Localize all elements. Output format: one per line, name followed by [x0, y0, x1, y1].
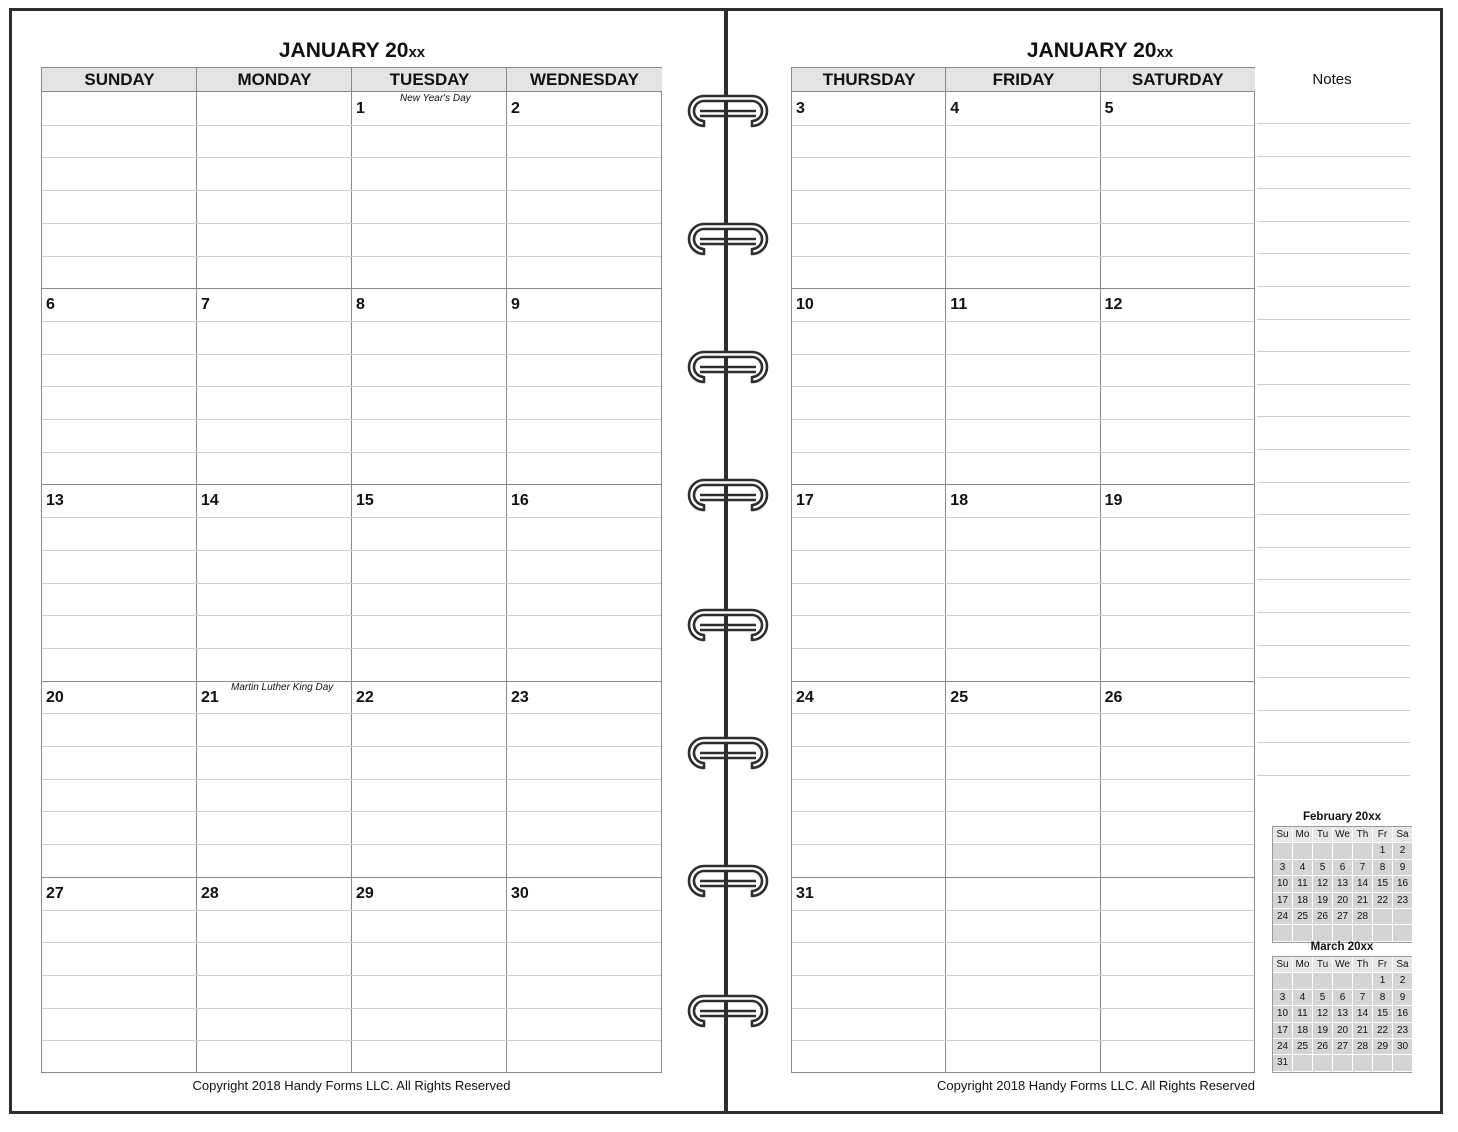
day-cell[interactable]: [792, 92, 946, 288]
notes-line: [1257, 579, 1410, 580]
mini-day-cell: 10: [1273, 876, 1293, 892]
mini-day-cell: 20: [1333, 893, 1353, 909]
day-number: 29: [356, 884, 374, 902]
notes-line: [1257, 710, 1410, 711]
day-number: 7: [201, 296, 210, 314]
day-number: 9: [511, 296, 520, 314]
mini-day-cell: [1373, 925, 1393, 941]
day-number: 2: [511, 100, 520, 117]
binder-ring: [682, 476, 774, 514]
day-cell[interactable]: [42, 681, 197, 877]
notes-line: [1257, 123, 1410, 124]
day-cell[interactable]: [946, 484, 1100, 680]
notes-line: [1257, 645, 1410, 646]
notes-line: [1257, 351, 1410, 352]
day-number: 21: [201, 688, 219, 706]
mini-day-cell: 15: [1373, 876, 1393, 892]
mini-day-cell: 28: [1353, 1039, 1373, 1055]
binder-ring: [682, 734, 774, 772]
binder-ring: [682, 348, 774, 386]
day-cell[interactable]: [792, 484, 946, 680]
mini-weekday-header: Su: [1273, 957, 1293, 973]
mini-weekday-header: Tu: [1313, 827, 1333, 843]
mini-day-cell: [1373, 909, 1393, 925]
day-number: 14: [201, 492, 219, 510]
notes-line: [1257, 775, 1410, 776]
mini-day-cell: 16: [1393, 876, 1413, 892]
day-cell[interactable]: [197, 484, 352, 680]
mini-day-cell: 2: [1393, 843, 1413, 859]
mini-day-cell: 29: [1373, 1039, 1393, 1055]
day-cell[interactable]: [197, 288, 352, 484]
day-cell[interactable]: [946, 681, 1100, 877]
mini-day-cell: 24: [1273, 909, 1293, 925]
copyright-text: Copyright 2018 Handy Forms LLC. All Rights Reserved: [937, 1078, 1255, 1093]
day-cell[interactable]: [1101, 288, 1255, 484]
day-cell[interactable]: [946, 877, 1100, 1073]
day-cell[interactable]: [792, 681, 946, 877]
mini-day-cell: [1333, 843, 1353, 859]
holiday-label: New Year's Day: [400, 93, 471, 104]
day-number: 11: [950, 296, 968, 314]
day-cell[interactable]: [792, 877, 946, 1073]
left-calendar-grid: [41, 67, 662, 1073]
mini-day-cell: [1333, 925, 1353, 941]
mini-day-cell: 17: [1273, 893, 1293, 909]
mini-weekday-header: Th: [1353, 957, 1373, 973]
day-number: 22: [356, 688, 374, 706]
mini-weekday-header: We: [1333, 827, 1353, 843]
day-number: 8: [356, 296, 365, 314]
mini-day-cell: 18: [1293, 893, 1313, 909]
mini-day-cell: 18: [1293, 1023, 1313, 1039]
mini-day-cell: [1333, 973, 1353, 989]
day-number: 24: [796, 688, 814, 706]
day-number: 25: [950, 688, 969, 706]
mini-day-cell: 19: [1313, 893, 1333, 909]
mini-day-cell: 7: [1353, 860, 1373, 876]
day-number: 30: [511, 884, 529, 902]
mini-day-cell: 13: [1333, 1006, 1353, 1022]
day-cell[interactable]: [352, 92, 507, 288]
mini-day-cell: 2: [1393, 973, 1413, 989]
mini-day-cell: [1273, 973, 1293, 989]
mini-day-cell: 5: [1313, 860, 1333, 876]
mini-day-cell: [1373, 1055, 1393, 1071]
mini-day-cell: 24: [1273, 1039, 1293, 1055]
title-month: JANUARY 20: [278, 39, 409, 62]
day-cell[interactable]: [352, 288, 507, 484]
mini-day-cell: 26: [1313, 909, 1333, 925]
mini-day-cell: [1353, 843, 1373, 859]
mini-day-cell: [1313, 843, 1333, 859]
notes-label: Notes: [1312, 71, 1352, 88]
mini-day-cell: 19: [1313, 1023, 1333, 1039]
day-cell[interactable]: [1101, 681, 1255, 877]
mini-day-cell: 14: [1353, 1006, 1373, 1022]
weekday-header-friday: FRIDAY: [946, 68, 1100, 92]
mini-day-cell: 13: [1333, 876, 1353, 892]
mini-day-cell: [1293, 925, 1313, 941]
mini-day-cell: 7: [1353, 990, 1373, 1006]
notes-line: [1257, 482, 1410, 483]
notes-line: [1257, 416, 1410, 417]
day-number: 13: [46, 492, 64, 510]
notes-line: [1257, 253, 1410, 254]
mini-day-cell: [1353, 973, 1373, 989]
notes-line: [1257, 612, 1410, 613]
mini-day-cell: [1393, 925, 1413, 941]
mini-weekday-header: Sa: [1393, 957, 1413, 973]
mini-day-cell: 10: [1273, 1006, 1293, 1022]
mini-day-cell: 4: [1293, 990, 1313, 1006]
weekday-header-monday: MONDAY: [197, 68, 352, 92]
mini-day-cell: 31: [1273, 1055, 1293, 1071]
day-cell[interactable]: [352, 877, 507, 1073]
day-cell[interactable]: [352, 484, 507, 680]
mini-day-cell: 15: [1373, 1006, 1393, 1022]
mini-day-cell: 27: [1333, 1039, 1353, 1055]
title-year: xx: [408, 44, 426, 61]
mini-day-cell: 22: [1373, 1023, 1393, 1039]
mini-day-cell: 1: [1373, 843, 1393, 859]
day-number: 31: [796, 884, 814, 902]
day-number: 27: [46, 884, 64, 902]
day-number: 20: [46, 688, 64, 706]
day-cell[interactable]: [197, 877, 352, 1073]
day-cell[interactable]: [197, 681, 352, 877]
day-cell[interactable]: [352, 681, 507, 877]
binder-ring: [682, 862, 774, 900]
mini-day-cell: [1313, 1055, 1333, 1071]
binder-ring: [682, 220, 774, 258]
day-number: 6: [46, 296, 55, 314]
weekday-header-wednesday: WEDNESDAY: [507, 68, 662, 92]
mini-day-cell: [1313, 973, 1333, 989]
day-number: 12: [1104, 296, 1123, 314]
day-number: 10: [796, 296, 814, 314]
mini-calendar-grid: [1272, 826, 1412, 943]
mini-day-cell: 25: [1293, 909, 1313, 925]
mini-day-cell: [1353, 925, 1373, 941]
mini-day-cell: 11: [1293, 876, 1313, 892]
mini-day-cell: 9: [1393, 860, 1413, 876]
mini-weekday-header: Tu: [1313, 957, 1333, 973]
mini-day-cell: 8: [1373, 990, 1393, 1006]
day-cell[interactable]: [42, 877, 197, 1073]
day-number: 19: [1104, 492, 1123, 510]
mini-day-cell: 21: [1353, 1023, 1373, 1039]
day-cell[interactable]: [1101, 484, 1255, 680]
mini-weekday-header: We: [1333, 957, 1353, 973]
notes-line: [1257, 547, 1410, 548]
day-number: 15: [356, 492, 374, 510]
mini-day-cell: 20: [1333, 1023, 1353, 1039]
mini-day-cell: 6: [1333, 990, 1353, 1006]
mini-day-cell: 6: [1333, 860, 1353, 876]
notes-line: [1257, 221, 1410, 222]
mini-calendar-title: March 20xx: [1310, 941, 1374, 953]
day-number: 3: [796, 100, 805, 117]
mini-weekday-header: Su: [1273, 827, 1293, 843]
day-cell[interactable]: [507, 877, 662, 1073]
day-cell[interactable]: [197, 92, 352, 288]
notes-line: [1257, 156, 1410, 157]
weekday-header-tuesday: TUESDAY: [352, 68, 507, 92]
mini-day-cell: 23: [1393, 893, 1413, 909]
mini-day-cell: 12: [1313, 1006, 1333, 1022]
binder-ring: [682, 992, 774, 1030]
binder-spine: [724, 8, 728, 1114]
day-cell[interactable]: [507, 92, 662, 288]
day-number: 23: [511, 688, 529, 706]
right-calendar-grid: [791, 67, 1255, 1073]
mini-day-cell: [1313, 925, 1333, 941]
mini-day-cell: 1: [1373, 973, 1393, 989]
mini-day-cell: 26: [1313, 1039, 1333, 1055]
mini-day-cell: 27: [1333, 909, 1353, 925]
day-cell[interactable]: [792, 288, 946, 484]
mini-day-cell: 3: [1273, 990, 1293, 1006]
day-cell[interactable]: [946, 288, 1100, 484]
notes-line: [1257, 286, 1410, 287]
day-number: 1: [356, 100, 365, 117]
mini-day-cell: 14: [1353, 876, 1373, 892]
binder-ring: [682, 92, 774, 130]
mini-day-cell: [1293, 973, 1313, 989]
copyright-text: Copyright 2018 Handy Forms LLC. All Rights Reserved: [192, 1078, 511, 1093]
mini-day-cell: 8: [1373, 860, 1393, 876]
page-title: [790, 37, 1410, 65]
day-number: 28: [201, 884, 219, 902]
day-cell[interactable]: [507, 484, 662, 680]
mini-weekday-header: Fr: [1373, 957, 1393, 973]
mini-day-cell: [1393, 1055, 1413, 1071]
day-cell[interactable]: [42, 288, 197, 484]
page-title: [42, 37, 662, 65]
mini-day-cell: [1273, 925, 1293, 941]
mini-day-cell: [1393, 909, 1413, 925]
day-number: 18: [950, 492, 969, 510]
mini-calendar-grid: [1272, 956, 1412, 1073]
notes-line: [1257, 677, 1410, 678]
mini-day-cell: 11: [1293, 1006, 1313, 1022]
mini-day-cell: 5: [1313, 990, 1333, 1006]
day-number: 5: [1104, 100, 1114, 117]
notes-line: [1257, 514, 1410, 515]
mini-day-cell: [1273, 843, 1293, 859]
mini-day-cell: 23: [1393, 1023, 1413, 1039]
notes-line: [1257, 742, 1410, 743]
day-cell[interactable]: [1101, 877, 1255, 1073]
mini-day-cell: [1293, 1055, 1313, 1071]
day-cell[interactable]: [946, 92, 1100, 288]
day-number: 17: [796, 492, 814, 510]
mini-day-cell: 30: [1393, 1039, 1413, 1055]
notes-line: [1257, 188, 1410, 189]
notes-line: [1257, 384, 1410, 385]
mini-calendar-title: February 20xx: [1303, 811, 1381, 823]
mini-weekday-header: Fr: [1373, 827, 1393, 843]
mini-day-cell: [1353, 1055, 1373, 1071]
holiday-label: Martin Luther King Day: [231, 681, 334, 693]
binder-ring: [682, 606, 774, 644]
day-cell[interactable]: [1101, 92, 1255, 288]
mini-weekday-header: Mo: [1293, 827, 1313, 843]
mini-weekday-header: Th: [1353, 827, 1373, 843]
mini-day-cell: 12: [1313, 876, 1333, 892]
mini-weekday-header: Sa: [1393, 827, 1413, 843]
title-month: JANUARY 20: [1026, 39, 1157, 62]
day-number: 16: [511, 492, 529, 510]
mini-day-cell: 17: [1273, 1023, 1293, 1039]
mini-day-cell: 9: [1393, 990, 1413, 1006]
weekday-header-saturday: SATURDAY: [1101, 68, 1255, 92]
mini-day-cell: [1293, 843, 1313, 859]
mini-day-cell: 16: [1393, 1006, 1413, 1022]
day-cell[interactable]: [42, 92, 197, 288]
title-year: xx: [1156, 44, 1174, 61]
mini-day-cell: 3: [1273, 860, 1293, 876]
mini-day-cell: 4: [1293, 860, 1313, 876]
mini-day-cell: 21: [1353, 893, 1373, 909]
day-cell[interactable]: [507, 681, 662, 877]
mini-day-cell: [1333, 1055, 1353, 1071]
day-cell[interactable]: [507, 288, 662, 484]
notes-line: [1257, 449, 1410, 450]
notes-line: [1257, 319, 1410, 320]
mini-weekday-header: Mo: [1293, 957, 1313, 973]
day-number: 4: [950, 100, 960, 117]
day-number: 26: [1104, 688, 1123, 706]
weekday-header-sunday: SUNDAY: [42, 68, 197, 92]
weekday-header-thursday: THURSDAY: [792, 68, 946, 92]
mini-day-cell: 22: [1373, 893, 1393, 909]
mini-day-cell: 25: [1293, 1039, 1313, 1055]
day-cell[interactable]: [42, 484, 197, 680]
mini-day-cell: 28: [1353, 909, 1373, 925]
